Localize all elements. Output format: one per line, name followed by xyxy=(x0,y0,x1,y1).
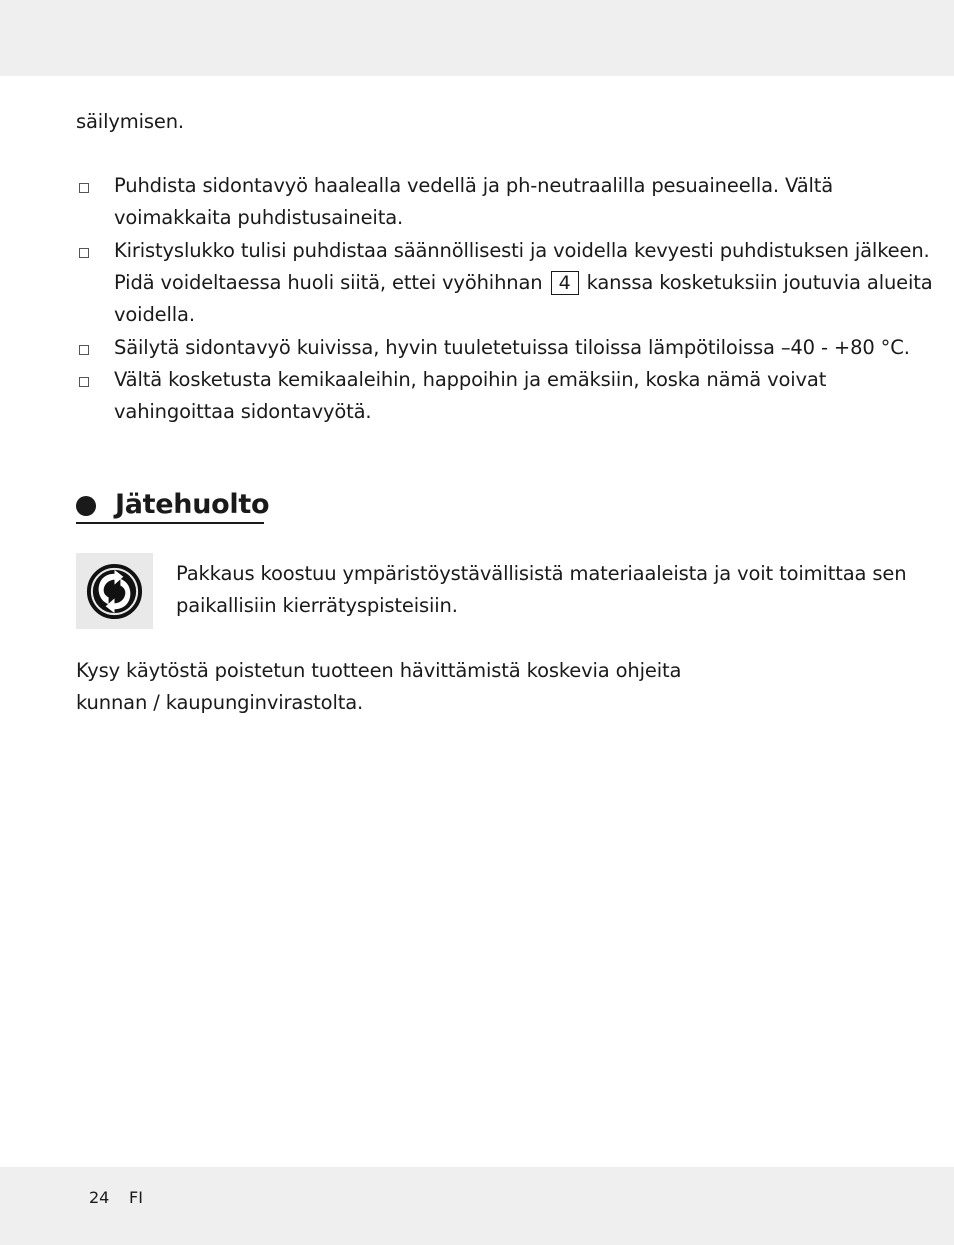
heading-dot-icon xyxy=(76,496,96,516)
section-title: Jätehuolto xyxy=(115,489,270,520)
bullet-4-line-2: vahingoittaa sidontavyötä. xyxy=(114,400,372,423)
checkbox-bullet-icon xyxy=(79,183,89,193)
bullet-2-line-2-before: Pidä voideltaessa huoli siitä, ettei vyöhihnan xyxy=(114,271,543,294)
checkbox-bullet-icon xyxy=(79,248,89,258)
checkbox-bullet-icon xyxy=(79,345,89,355)
bullet-4-line-1: Vältä kosketusta kemikaaleihin, happoihin ja emäksiin, koska nämä voivat xyxy=(114,368,827,391)
recycle-text-line-1: Pakkaus koostuu ympäristöystävällisistä materiaaleista ja voit toimittaa sen xyxy=(176,562,907,585)
language-code: FI xyxy=(129,1188,143,1207)
checkbox-bullet-icon xyxy=(79,377,89,387)
bullet-3-line-1: Säilytä sidontavyö kuivissa, hyvin tuuletetuissa tiloissa lämpötiloissa –40 - +80 °C. xyxy=(114,336,910,359)
header-band xyxy=(0,0,954,76)
bullet-2-line-2-after: kanssa kosketuksiin joutuvia alueita xyxy=(586,271,933,294)
recycle-text-line-2: paikallisiin kierrätyspisteisiin. xyxy=(176,594,458,617)
bullet-2-line-2 xyxy=(114,267,933,300)
part-reference-badge: 4 xyxy=(551,271,579,295)
bullet-2-line-3: voidella. xyxy=(114,303,195,326)
bullet-1-line-2: voimakkaita puhdistusaineita. xyxy=(114,206,404,229)
disposal-text-line-1: Kysy käytöstä poistetun tuotteen hävittämistä koskevia ohjeita xyxy=(76,659,682,682)
disposal-text-line-2: kunnan / kaupunginvirastolta. xyxy=(76,691,364,714)
heading-underline xyxy=(76,522,264,524)
bullet-2-line-1: Kiristyslukko tulisi puhdistaa säännöllisesti ja voidella kevyesti puhdistuksen jälkeen. xyxy=(114,239,930,262)
green-dot-recycle-icon xyxy=(76,553,153,629)
page-number: 24 xyxy=(89,1188,110,1207)
intro-fragment: säilymisen. xyxy=(76,110,184,133)
bullet-1-line-1: Puhdista sidontavyö haalealla vedellä ja ph-neutraalilla pesuaineella. Vältä xyxy=(114,174,834,197)
footer-band xyxy=(0,1167,954,1245)
